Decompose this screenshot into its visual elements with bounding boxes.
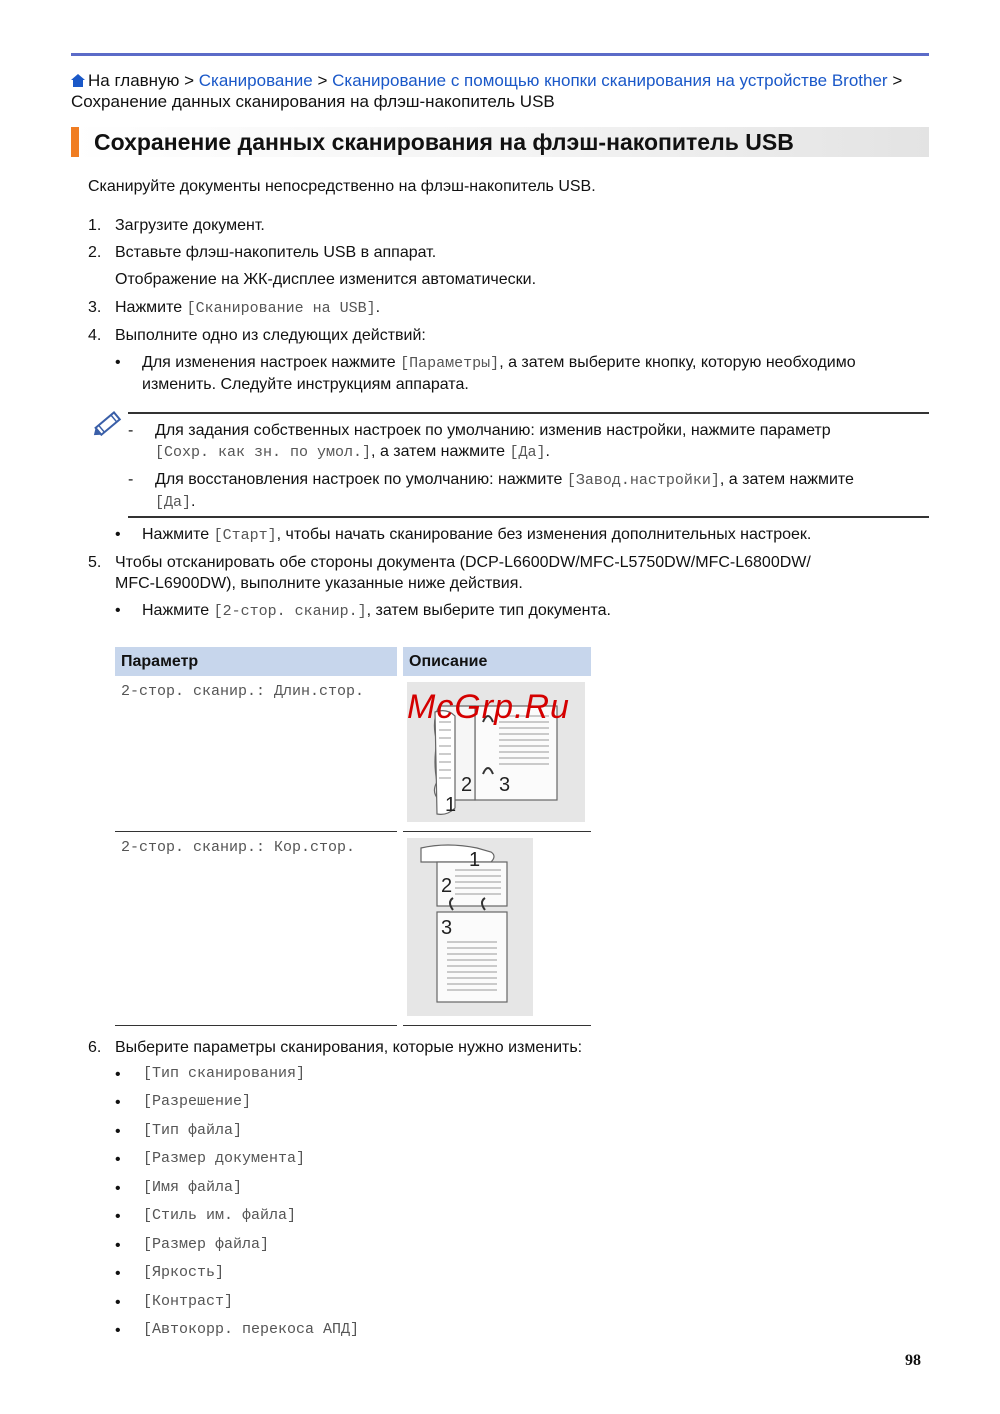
breadcrumb-link-scan-button[interactable]: Сканирование с помощью кнопки сканирования на устройстве Brother	[332, 71, 888, 90]
step-5-line-1: Чтобы отсканировать обе стороны документа (DCP-L6600DW/MFC-L5750DW/MFC-L6800DW/	[115, 554, 811, 571]
list-item: [Разрешение]	[143, 1093, 252, 1110]
list-item: [Имя файла]	[143, 1179, 243, 1196]
list-item: [Яркость]	[143, 1264, 225, 1281]
step-number: 4.	[88, 327, 102, 344]
save-as-default-option: [Сохр. как зн. по умол.]	[155, 444, 372, 461]
step-4-bullet-1	[142, 352, 856, 395]
note-1-post: .	[545, 443, 550, 460]
note-2-post: .	[191, 493, 196, 510]
step-5-bullet	[142, 600, 611, 622]
page-label-1: 1	[445, 794, 457, 816]
column-header-parameter: Параметр	[115, 647, 397, 676]
step-number: 2.	[88, 244, 102, 261]
dash: -	[128, 471, 134, 488]
bullet-2-pre: Нажмите	[142, 526, 210, 543]
step-2-text: Вставьте флэш-накопитель USB в аппарат.	[115, 244, 437, 261]
page-label-3: 3	[441, 917, 453, 939]
bullet: •	[115, 1180, 121, 1197]
short-edge-option: 2-стор. сканир.: Кор.стор.	[121, 839, 356, 856]
bullet: •	[115, 1265, 121, 1282]
step-6-text: Выберите параметры сканирования, которые нужно изменить:	[115, 1039, 583, 1056]
note-2	[155, 469, 854, 513]
breadcrumb-separator: >	[892, 71, 903, 90]
scan-to-usb-option: [Сканирование на USB]	[186, 300, 376, 317]
options-option: [Параметры]	[400, 355, 500, 372]
breadcrumb-current: Сохранение данных сканирования на флэш-накопитель USB	[71, 92, 555, 111]
note-top-rule	[128, 412, 929, 414]
list-item: [Тип сканирования]	[143, 1065, 306, 1082]
bullet: •	[115, 1151, 121, 1168]
page-label-2: 2	[461, 774, 473, 796]
bullet-1-post: , а затем выберите кнопку, которую необходимо	[499, 354, 856, 371]
start-option: [Старт]	[213, 527, 277, 544]
step-3-pre: Нажмите	[115, 299, 183, 316]
factory-reset-option: [Завод.настройки]	[566, 472, 720, 489]
title-bar	[71, 127, 929, 157]
bullet: •	[115, 1237, 121, 1254]
bullet: •	[115, 1066, 121, 1083]
bullet: •	[115, 1094, 121, 1111]
list-item: [Стиль им. файла]	[143, 1207, 297, 1224]
bullet: •	[115, 1123, 121, 1140]
step-1-text: Загрузите документ.	[115, 217, 265, 234]
bullet: •	[115, 1294, 121, 1311]
step-5-line-2: MFC-L6900DW), выполните указанные ниже действия.	[115, 575, 523, 592]
dash: -	[128, 422, 134, 439]
table-cell-parameter	[115, 832, 397, 1026]
bullet-2-post: , чтобы начать сканирование без изменения дополнительных настроек.	[276, 526, 812, 543]
step-5-text	[115, 552, 811, 594]
intro-text: Сканируйте документы непосредственно на флэш-накопитель USB.	[88, 178, 596, 195]
bullet: •	[115, 526, 121, 543]
list-item: [Автокорр. перекоса АПД]	[143, 1321, 360, 1338]
short-edge-binding-illustration	[407, 838, 533, 1016]
note-1-mid: , а затем нажмите	[371, 443, 506, 460]
step-number: 5.	[88, 554, 102, 571]
step-number: 6.	[88, 1039, 102, 1056]
title-accent	[71, 127, 79, 157]
breadcrumb	[71, 70, 929, 112]
list-item: [Размер файла]	[143, 1236, 270, 1253]
table-cell-description	[403, 832, 591, 1026]
bullet-1-post-line2: изменить. Следуйте инструкциям аппарата.	[142, 376, 469, 393]
step-4-text: Выполните одно из следующих действий:	[115, 327, 426, 344]
yes-option: [Да]	[155, 494, 192, 511]
breadcrumb-separator: >	[184, 71, 194, 90]
note-1-pre: Для задания собственных настроек по умолчанию: изменив настройки, нажмите параметр	[155, 422, 831, 439]
table-cell-parameter	[115, 676, 397, 832]
step-2-subtext: Отображение на ЖК-дисплее изменится автоматически.	[115, 271, 537, 288]
page-label-2: 2	[441, 875, 453, 897]
pencil-icon	[90, 407, 126, 441]
bullet: •	[115, 354, 121, 371]
bullet: •	[115, 1322, 121, 1339]
duplex-scan-option: [2-стор. сканир.]	[213, 603, 367, 620]
breadcrumb-separator: >	[317, 71, 328, 90]
page-title: Сохранение данных сканирования на флэш-накопитель USB	[94, 129, 794, 155]
list-item: [Размер документа]	[143, 1150, 306, 1167]
step-3-post: .	[375, 299, 381, 316]
step-4-bullet-2	[142, 524, 811, 546]
breadcrumb-home[interactable]: На главную	[88, 71, 180, 90]
note-2-pre: Для восстановления настроек по умолчанию: нажмите	[155, 471, 563, 488]
bullet: •	[115, 602, 121, 619]
column-header-description: Описание	[403, 647, 591, 676]
breadcrumb-link-scanning[interactable]: Сканирование	[198, 71, 313, 90]
long-edge-option: 2-стор. сканир.: Длин.стор.	[121, 683, 365, 700]
note-2-mid: , а затем нажмите	[719, 471, 854, 488]
step-number: 3.	[88, 299, 102, 316]
table-row	[115, 832, 591, 1026]
step-5-bullet-post: , затем выберите тип документа.	[366, 602, 611, 619]
page-number: 98	[905, 1352, 921, 1369]
list-item: [Тип файла]	[143, 1122, 243, 1139]
step-3-text	[115, 297, 380, 319]
step-5-bullet-pre: Нажмите	[142, 602, 210, 619]
yes-option: [Да]	[509, 444, 546, 461]
bullet: •	[115, 1208, 121, 1225]
note-bottom-rule	[128, 516, 929, 518]
top-rule	[71, 53, 929, 56]
page-label-3: 3	[499, 774, 511, 796]
step-number: 1.	[88, 217, 102, 234]
home-icon[interactable]	[71, 74, 85, 87]
note-1	[155, 420, 831, 463]
bullet-1-pre: Для изменения настроек нажмите	[142, 354, 396, 371]
page-label-1: 1	[469, 849, 481, 871]
watermark: McGrp.Ru	[407, 688, 570, 726]
list-item: [Контраст]	[143, 1293, 234, 1310]
